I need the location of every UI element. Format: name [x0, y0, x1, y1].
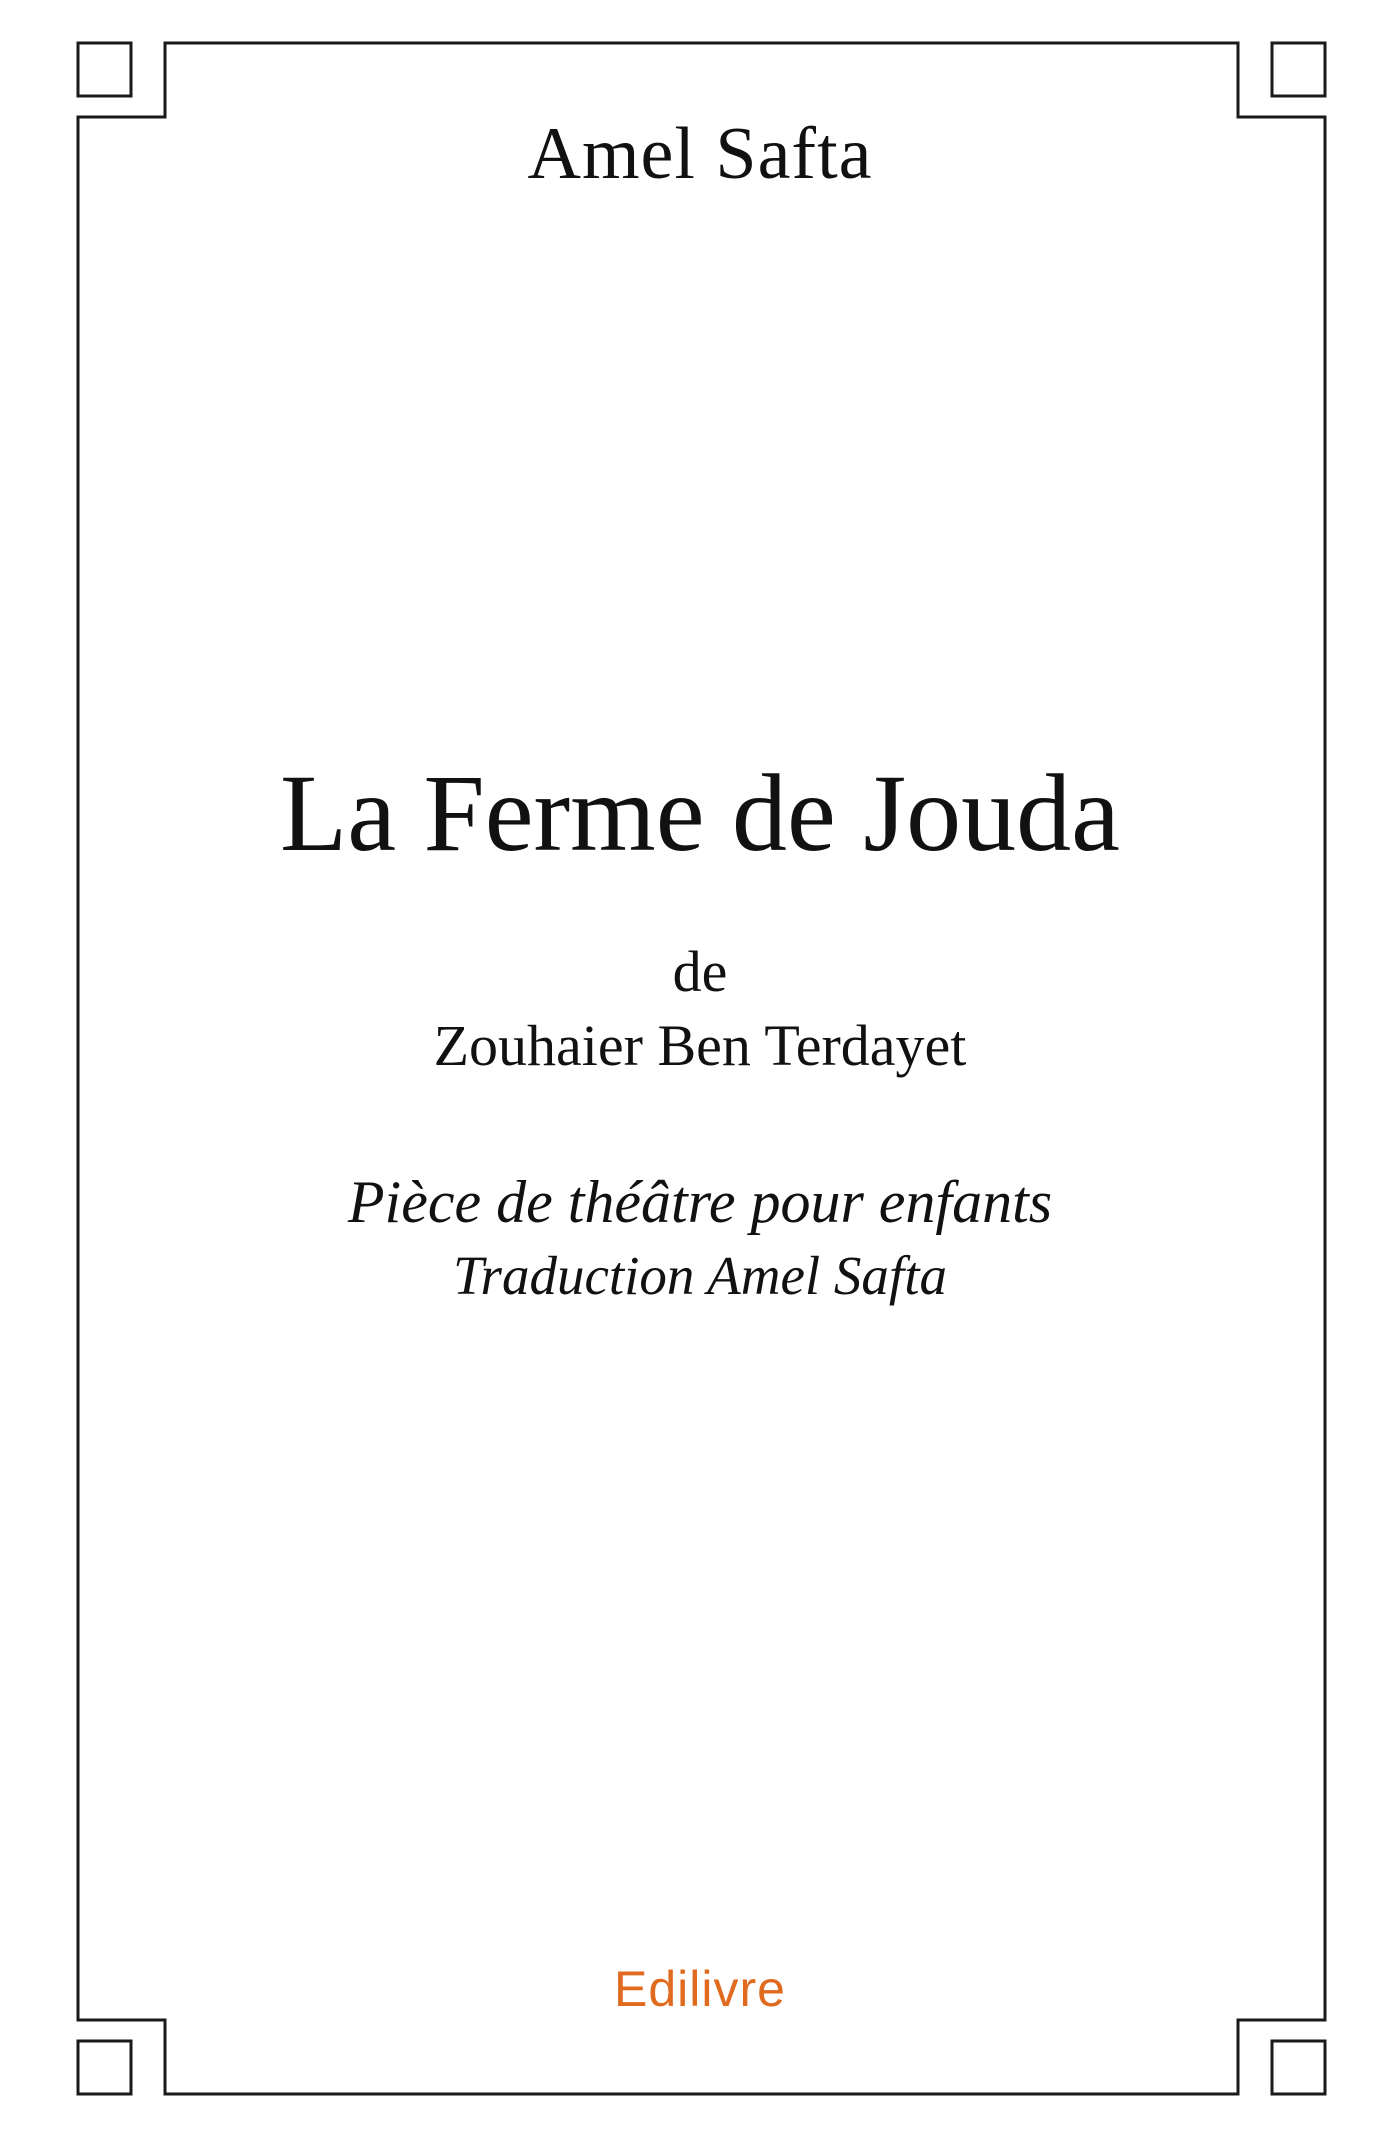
cover-author: Amel Safta: [527, 113, 873, 195]
translation-credit: Traduction Amel Safta: [452, 1245, 947, 1306]
edilivre-logo-icon: [580, 1960, 820, 2020]
publisher-name: Edilivre: [614, 1961, 786, 2017]
original-author: Zouhaier Ben Terdayet: [433, 1013, 967, 1078]
genre-line: Pièce de théâtre pour enfants: [347, 1169, 1053, 1235]
by-label: de: [672, 939, 728, 1004]
publisher-logo: [0, 1960, 1400, 2025]
book-title: La Ferme de Jouda: [280, 752, 1120, 874]
